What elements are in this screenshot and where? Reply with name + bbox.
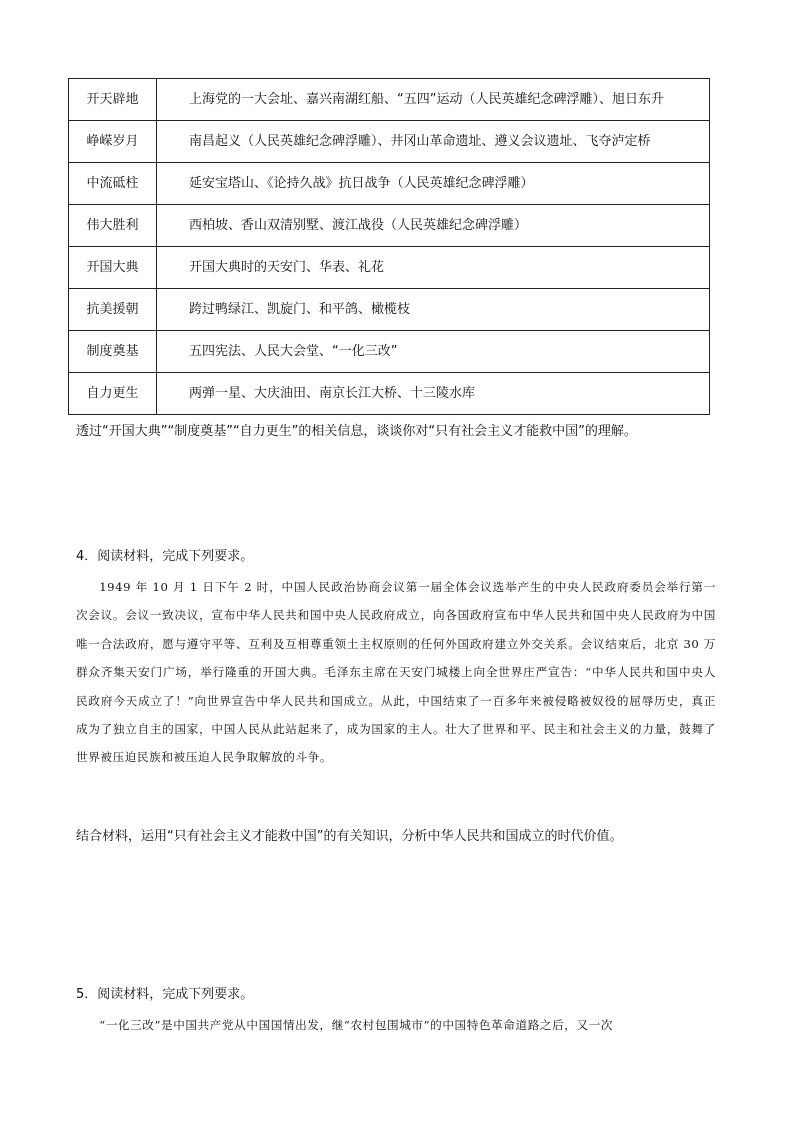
table-row (69, 373, 710, 415)
items-cell: 五四宪法、人民大会堂、“一化三改” (157, 331, 710, 373)
topic-cell: 自力更生 (69, 373, 157, 415)
items-cell: 上海党的一大会址、嘉兴南湖红船、“五四”运动（人民英雄纪念碑浮雕）、旭日东升 (157, 79, 710, 121)
table-row (69, 247, 710, 289)
items-cell: 西柏坡、香山双清别墅、渡江战役（人民英雄纪念碑浮雕） (157, 205, 710, 247)
q5-material: “一化三改”是中国共产党从中国国情出发，继“农村包围城市”的中国特色革命道路之后，又一次 (99, 1018, 614, 1032)
topic-cell: 伟大胜利 (69, 205, 157, 247)
q5-heading: 5．阅读材料，完成下列要求。 (76, 987, 254, 1002)
q4-material: 1949 年 10 月 1 日下午 2 时，中国人民政治协商会议第一届全体会议选举产生的中央人民政府委员会举行第一次会议。会议一致决议，宣布中华人民共和国中央人民政府成立，向各国政府宣布中华人民共和国中央人民政府为中国唯一合法政府，愿与遵守平等、互利及互相尊重领土主权原则的任何外国政府建立外交关系。会议结束后，北京 30 万群众齐集天安门广场，举行隆重的开国大典。毛泽东主席在天安门城楼上向全世界庄严宣告：“中华人民共和国中央人民政府今天成立了！”向世界宣告中华人民共和国成立。从此，中国结束了一百多年来被侵略被奴役的屈辱历史，真正成为了独立自主的国家，中国人民从此站起来了，成为国家的主人。壮大了世界和平、民主和社会主义的力量，鼓舞了世界被压迫民族和被压迫人民争取解放的斗争。 (76, 580, 716, 765)
table-row (69, 331, 710, 373)
topic-cell: 开天辟地 (69, 79, 157, 121)
items-cell: 南昌起义（人民英雄纪念碑浮雕）、井冈山革命遗址、遵义会议遗址、飞夺泸定桥 (157, 121, 710, 163)
q4-prompt: 结合材料，运用“只有社会主义才能救中国”的有关知识，分析中华人民共和国成立的时代价值。 (76, 829, 623, 844)
table-row (69, 163, 710, 205)
topic-cell: 中流砥柱 (69, 163, 157, 205)
items-cell: 开国大典时的天安门、华表、礼花 (157, 247, 710, 289)
q4-heading: 4．阅读材料，完成下列要求。 (76, 549, 254, 564)
table-row (69, 79, 710, 121)
items-cell: 两弹一星、大庆油田、南京长江大桥、十三陵水库 (157, 373, 710, 415)
items-cell: 延安宝塔山、《论持久战》抗日战争（人民英雄纪念碑浮雕） (157, 163, 710, 205)
topic-cell: 开国大典 (69, 247, 157, 289)
table-row (69, 121, 710, 163)
topic-cell: 峥嵘岁月 (69, 121, 157, 163)
q3-prompt: 透过“开国大典”“制度奠基”“自力更生”的相关信息，谈谈你对“只有社会主义才能救中国”的理解。 (76, 424, 637, 439)
history-topics-table (68, 78, 710, 415)
topic-cell: 抗美援朝 (69, 289, 157, 331)
topic-cell: 制度奠基 (69, 331, 157, 373)
table-row (69, 289, 710, 331)
items-cell: 跨过鸭绿江、凯旋门、和平鸽、橄榄枝 (157, 289, 710, 331)
table-row (69, 205, 710, 247)
